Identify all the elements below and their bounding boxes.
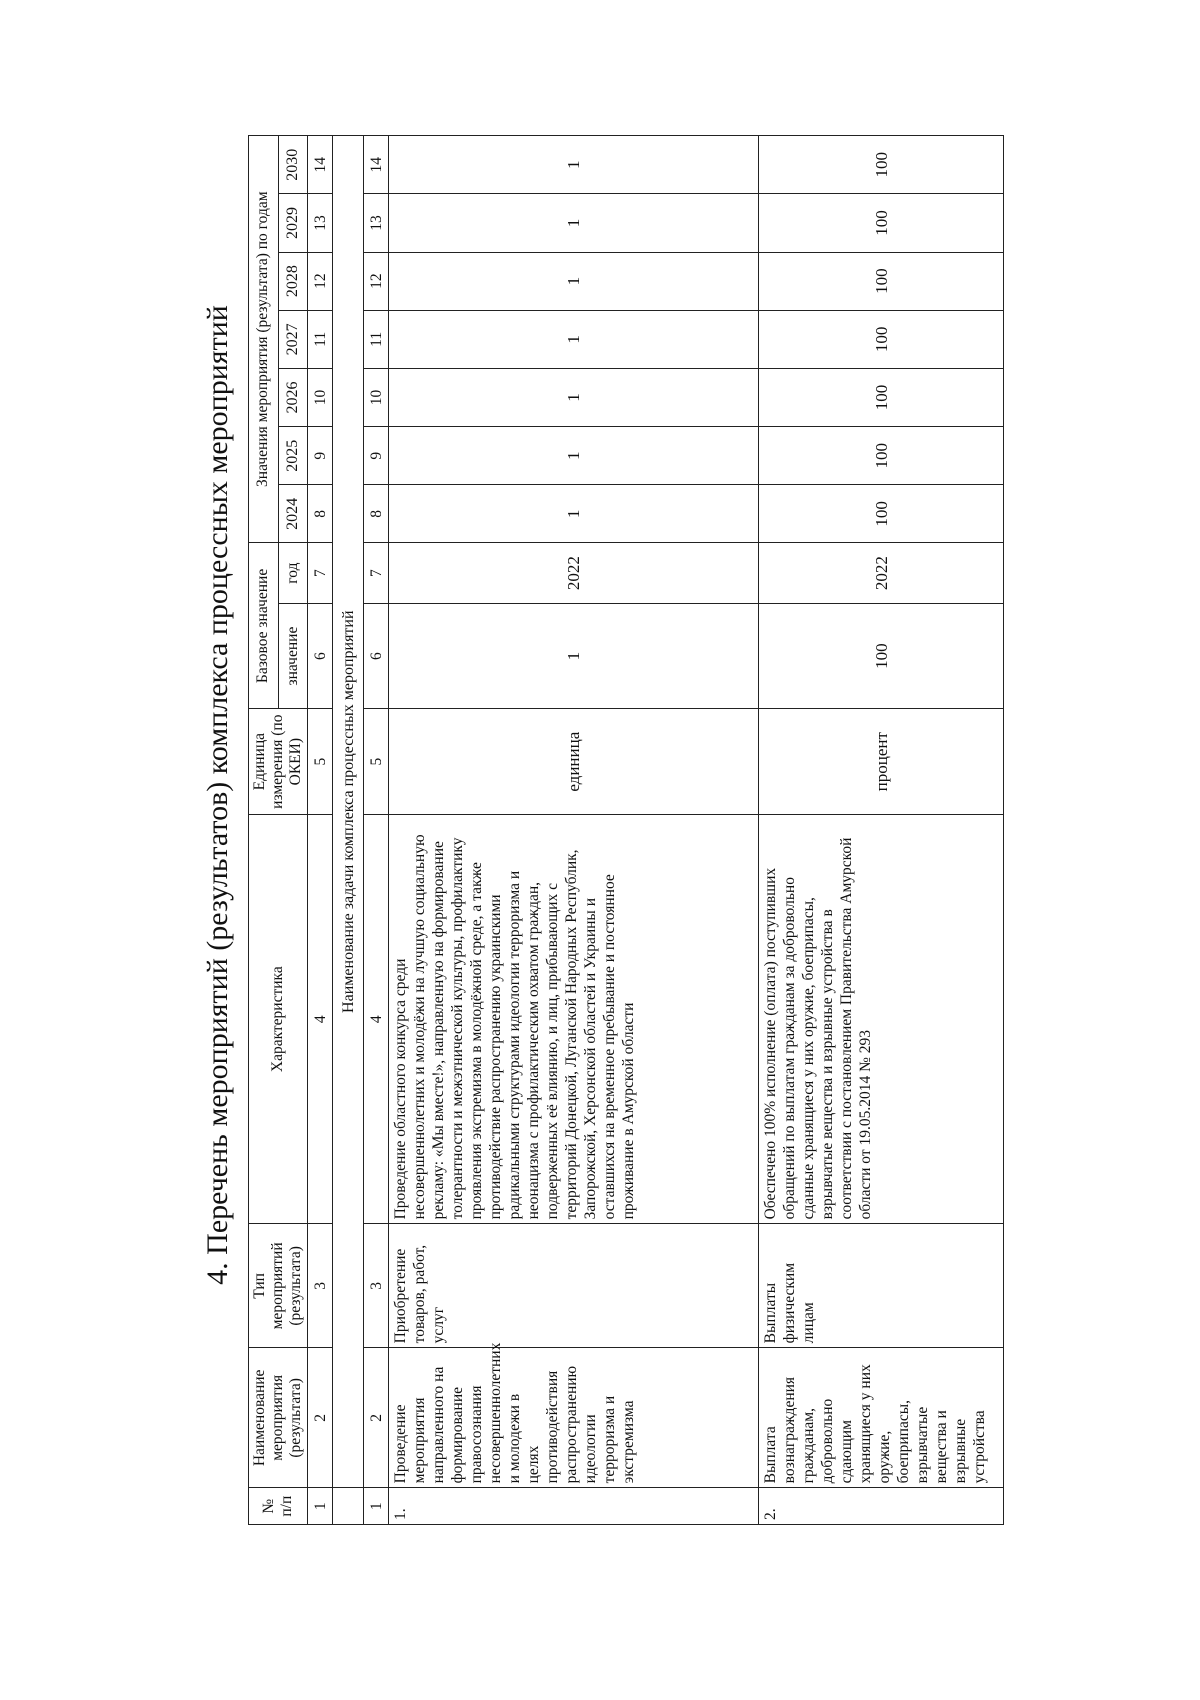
column-number: 10 — [308, 368, 333, 426]
row-base-year: 2022 — [389, 543, 759, 603]
row-value-2025: 1 — [389, 427, 759, 485]
row-num: 1. — [389, 1488, 759, 1525]
column-number: 2 — [308, 1348, 333, 1488]
column-number: 6 — [364, 603, 389, 709]
column-number-row — [308, 136, 333, 1525]
row-type: Выплаты физическим лицам — [759, 1224, 1004, 1348]
header-base-year: год — [278, 543, 308, 603]
column-number: 14 — [308, 136, 333, 194]
row-value-2025: 100 — [759, 427, 1004, 485]
row-characteristic: Обеспечено 100% исполнение (оплата) поступивших обращений по выплатам гражданам за добровольно сданные хранящиеся у них оружие, боеприпасы, взрывчатые вещества и взрывные устройства в соответствии с постановлением Правительства Амурской области от 19.05.2014 № 293 — [759, 814, 1004, 1223]
column-number: 3 — [364, 1224, 389, 1348]
rotated-page — [200, 45, 1190, 1545]
row-value-2024: 100 — [759, 485, 1004, 543]
column-number: 6 — [308, 603, 333, 709]
column-number: 11 — [364, 310, 389, 368]
row-base-year: 2022 — [759, 543, 1004, 603]
header-year: 2028 — [278, 252, 308, 310]
column-number: 11 — [308, 310, 333, 368]
row-value-2027: 100 — [759, 310, 1004, 368]
column-number: 5 — [308, 709, 333, 815]
column-number: 13 — [308, 194, 333, 252]
header-by-years: Значения мероприятия (результата) по годам — [249, 136, 279, 543]
header-unit: Единица измерения (по ОКЕИ) — [249, 709, 308, 815]
row-value-2028: 100 — [759, 252, 1004, 310]
section-spacer — [333, 1488, 364, 1525]
column-number: 3 — [308, 1224, 333, 1348]
column-number: 7 — [308, 543, 333, 603]
header-type: Тип мероприятий (результата) — [249, 1224, 308, 1348]
header-row — [249, 136, 279, 1525]
header-base-value: значение — [278, 603, 308, 709]
row-value-2030: 1 — [389, 136, 759, 194]
column-number: 8 — [308, 485, 333, 543]
table-row — [389, 136, 759, 1525]
column-number: 1 — [364, 1488, 389, 1525]
column-number: 8 — [364, 485, 389, 543]
measures-table — [248, 135, 1004, 1525]
column-number: 10 — [364, 368, 389, 426]
row-name: Проведение мероприятия направленного на формирование правосознания несовершеннолетних и молодежи в целях противодействия распространению идеологии терроризма и экстремизма — [389, 1348, 759, 1488]
row-value-2026: 100 — [759, 368, 1004, 426]
header-year: 2030 — [278, 136, 308, 194]
row-unit: процент — [759, 709, 1004, 815]
column-number: 12 — [364, 252, 389, 310]
document-title: 4. Перечень мероприятий (результатов) комплекса процессных мероприятий — [201, 305, 234, 1285]
header-characteristic: Характеристика — [249, 814, 308, 1223]
row-value-2029: 1 — [389, 194, 759, 252]
row-name: Выплата вознаграждения гражданам, добровольно сдающим хранящиеся у них оружие, боеприпасы, взрывчатые вещества и взрывные устройства — [759, 1348, 1004, 1488]
row-value-2028: 1 — [389, 252, 759, 310]
section-row — [333, 136, 364, 1525]
column-number-row — [364, 136, 389, 1525]
column-number: 5 — [364, 709, 389, 815]
row-base-value: 1 — [389, 603, 759, 709]
row-type: Приобретение товаров, работ, услуг — [389, 1224, 759, 1348]
header-name: Наименование мероприятия (результата) — [249, 1348, 308, 1488]
column-number: 2 — [364, 1348, 389, 1488]
header-year: 2026 — [278, 368, 308, 426]
row-num: 2. — [759, 1488, 1004, 1525]
header-base: Базовое значение — [249, 543, 279, 709]
row-characteristic: Проведение областного конкурса среди несовершеннолетних и молодёжи на лучшую социальную рекламу: «Мы вместе!», направленную на формирование толерантности и межэтнической культуры, профилактику проявления экстремизма в молодёжной среде, а также противодействие распространению украинскими радикальными структурами идеологии терроризма и неонацизма с профилактическим охватом граждан, подверженных её влиянию, и лиц, прибывающих с территорий Донецкой, Луганской Народных Республик, Запорожской, Херсонской областей и Украины и оставшихся на временное пребывание и постоянное проживание в Амурской области — [389, 814, 759, 1223]
row-value-2030: 100 — [759, 136, 1004, 194]
column-number: 1 — [308, 1488, 333, 1525]
header-year: 2027 — [278, 310, 308, 368]
row-unit: единица — [389, 709, 759, 815]
header-year: 2029 — [278, 194, 308, 252]
row-value-2024: 1 — [389, 485, 759, 543]
column-number: 4 — [364, 814, 389, 1223]
column-number: 4 — [308, 814, 333, 1223]
header-year: 2025 — [278, 427, 308, 485]
section-title: Наименование задачи комплекса процессных мероприятий — [333, 136, 364, 1488]
column-number: 7 — [364, 543, 389, 603]
header-year: 2024 — [278, 485, 308, 543]
column-number: 9 — [308, 427, 333, 485]
row-value-2026: 1 — [389, 368, 759, 426]
table-row — [759, 136, 1004, 1525]
column-number: 12 — [308, 252, 333, 310]
row-base-value: 100 — [759, 603, 1004, 709]
column-number: 9 — [364, 427, 389, 485]
header-num: № п/п — [249, 1488, 308, 1525]
row-value-2027: 1 — [389, 310, 759, 368]
column-number: 14 — [364, 136, 389, 194]
row-value-2029: 100 — [759, 194, 1004, 252]
column-number: 13 — [364, 194, 389, 252]
